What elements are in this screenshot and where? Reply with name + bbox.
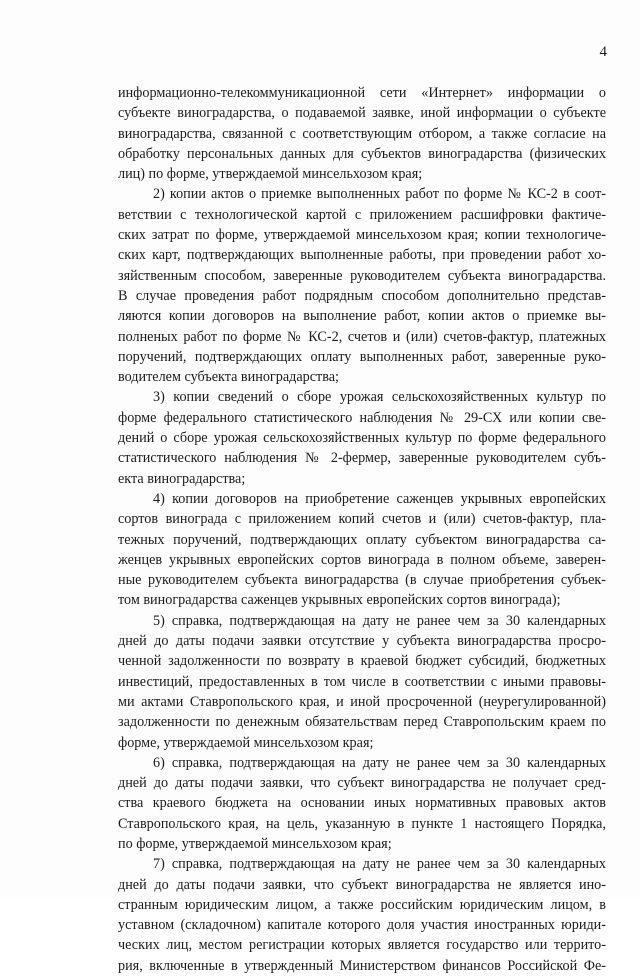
text-line: дней до даты подачи заявки, что субъект виноградарства не получает сред- <box>118 775 606 792</box>
text-line: полненых работ по форме № КС-2, счетов и (или) счетов-фактур, платежных <box>118 328 606 345</box>
text-line: 7) справка, подтверждающая на дату не ранее чем за 30 календарных <box>153 856 606 873</box>
text-line: дений о сборе урожая сельскохозяйственных культур по форме федерального <box>118 430 606 447</box>
text-line: обработку персональных данных для субъектов виноградарства (физических <box>118 145 606 162</box>
text-line: екта виноградарства; <box>118 470 246 487</box>
text-line: Ставропольского края, на цель, указанную в пункте 1 настоящего Порядка, <box>118 815 606 832</box>
text-line: поручений, подтверждающих оплату выполненных работ, заверенные руко- <box>118 348 606 365</box>
text-line: ные руководителем субъекта виноградарства (в случае приобретения субъек- <box>118 572 606 589</box>
text-line: уставном (складочном) капитале которого доля участия иностранных юриди- <box>118 917 606 934</box>
text-line: виноградарства, связанной с соответствующим отбором, а также согласие на <box>118 125 606 142</box>
page-number: 4 <box>599 44 607 60</box>
text-line: статистического наблюдения № 2-фермер, заверенные руководителем субъ- <box>118 450 606 467</box>
text-line: инвестиций, предоставленных в том числе в соответствии с иными правовы- <box>118 673 606 690</box>
text-line: 3) копии сведений о сборе урожая сельскохозяйственных культур по <box>153 389 606 406</box>
text-line: женцев укрывных европейских сортов винограда в полном объеме, заверен- <box>118 551 606 568</box>
text-line: 6) справка, подтверждающая на дату не ранее чем за 30 календарных <box>153 754 606 771</box>
text-line: информационно-телекоммуникационной сети «Интернет» информации о <box>118 85 606 101</box>
text-line: ских затрат по форме, утверждаемой минсельхозом края; копии технологиче- <box>118 227 606 244</box>
text-line: ченной задолженности по возврату в краевой бюджет субсидий, бюджетных <box>118 653 606 670</box>
text-line: лиц) по форме, утверждаемой минсельхозом края; <box>118 166 423 183</box>
text-line: ческих лиц, местом регистрации которых является государство или террито- <box>118 937 606 954</box>
paragraph-item-3 <box>118 387 606 488</box>
text-line: странным юридическим лицом, а также российским юридическим лицом, в <box>118 896 606 913</box>
text-line: ляются копии договоров на выполнение работ, копии актов о приемке вы- <box>118 308 606 325</box>
text-line: форме федерального статистического наблюдения № 29-СХ или копии све- <box>118 409 606 426</box>
text-line: рия, включенные в утвержденный Министерством финансов Российской Фе- <box>118 957 606 974</box>
text-line: дней до даты подачи заявки отсутствие у субъекта виноградарства просро- <box>118 633 606 650</box>
text-line: водителем субъекта виноградарства; <box>118 369 339 386</box>
text-line: задолженности по денежным обязательствам перед Ставропольским краем по <box>118 714 606 731</box>
paragraph-item-7 <box>118 854 606 976</box>
text-line: тежных поручений, подтверждающих оплату субъектом виноградарства са- <box>118 531 606 548</box>
text-line: субъекте виноградарства, о подаваемой заявке, иной информации о субъекте <box>118 105 606 122</box>
text-line: том виноградарства саженцев укрывных европейских сортов винограда); <box>118 592 561 609</box>
text-line: ми актами Ставропольского края, и иной просроченной (неурегулированной) <box>118 693 606 710</box>
text-line: ских карт, подтверждающих выполненные работы, при проведении работ хо- <box>118 247 606 264</box>
text-line: форме, утверждаемой минсельхозом края; <box>118 734 374 751</box>
text-line: 5) справка, подтверждающая на дату не ранее чем за 30 календарных <box>153 612 606 629</box>
text-line: зяйственным способом, заверенные руководителем субъекта виноградарства. <box>118 267 606 284</box>
text-line: В случае проведения работ подрядным способом дополнительно представ- <box>118 287 606 304</box>
paragraph-item-2 <box>118 184 606 387</box>
text-line: ветствии с технологической картой с приложением расшифровки фактиче- <box>118 206 606 223</box>
document-body <box>118 83 606 976</box>
text-line: по форме, утверждаемой минсельхозом края; <box>118 835 392 852</box>
text-line: 2) копии актов о приемке выполненных работ по форме № КС-2 в соот- <box>153 186 606 203</box>
paragraph-item-5 <box>118 611 606 753</box>
text-line: дней до даты подачи заявки, что субъект виноградарства не является ино- <box>118 876 606 893</box>
text-line: сортов винограда с приложением копий счетов и (или) счетов-фактур, пла- <box>118 511 606 528</box>
text-line: ства краевого бюджета на основании иных нормативных правовых актов <box>118 795 606 812</box>
text-line: 4) копии договоров на приобретение саженцев укрывных европейских <box>153 490 606 507</box>
paragraph-item-4 <box>118 489 606 611</box>
paragraph-item-6 <box>118 753 606 854</box>
paragraph-continuation <box>118 83 606 184</box>
